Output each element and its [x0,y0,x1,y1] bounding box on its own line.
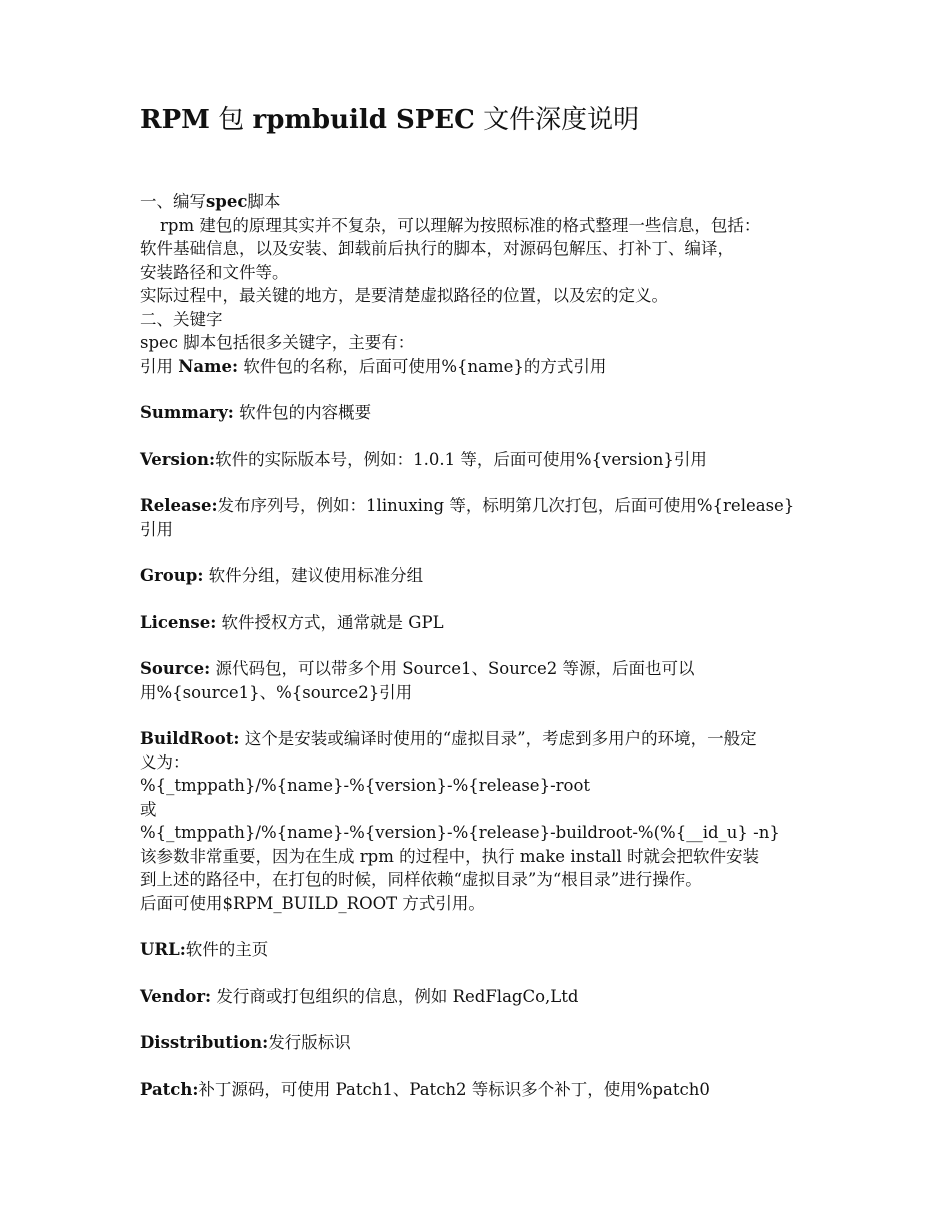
keyword-version-label: Version: [140,449,216,469]
keyword-release-desc: 发布序列号，例如：1linuxing 等，标明第几次打包，后面可使用%{release} [217,496,795,515]
paragraph-1-line-3: 安装路径和文件等。 [140,262,289,282]
keyword-version-desc: 软件的实际版本号，例如：1.0.1 等，后面可使用%{version}引用 [215,449,707,469]
keyword-group [140,564,840,588]
keyword-buildroot-line-3: %{_tmppath}/%{name}-%{version}-%{release}-root [140,776,591,795]
keyword-patch [140,1078,840,1102]
spacer [140,588,840,611]
section-1-rest: 脚本 [247,192,281,211]
keyword-source-line-2: 用%{source1}、%{source2}引用 [140,682,413,702]
paragraph-1-line-2: 软件基础信息，以及安装、卸载前后执行的脚本，对源码包解压、打补丁、编译， [140,239,734,258]
spacer [140,541,840,564]
paragraph-2: 实际过程中，最关键的地方，是要清楚虚拟路径的位置，以及宏的定义。 [140,286,668,305]
spacer [140,425,840,448]
section-heading-2: 二、关键字 [140,309,223,329]
keyword-url-label: URL: [140,940,186,959]
keyword-source-label: Source: [140,659,211,678]
keyword-patch-desc: 补丁源码，可使用 Patch1、Patch2 等标识多个补丁，使用%patch0 [198,1079,710,1099]
keyword-release-line-2: 引用 [140,519,173,539]
title-rpm: RPM [140,105,210,135]
keyword-source-desc: 源代码包，可以带多个用 Source1、Source2 等源，后面也可以 [210,659,695,678]
keyword-name-desc: 软件包的名称，后面可使用%{name}的方式引用 [238,356,607,376]
keyword-buildroot-line-7: 到上述的路径中，在打包的时候，同样依赖“虚拟目录”为“根目录”进行操作。 [140,870,702,889]
keyword-buildroot-desc: 这个是安装或编译时使用的“虚拟目录”，考虑到多用户的环境，一般定 [239,729,757,748]
keyword-summary [140,401,840,425]
keyword-source [140,657,840,681]
keyword-distribution [140,1031,840,1055]
keyword-release-label: Release: [140,496,218,515]
spacer [140,1055,840,1078]
section-1-number: 一、编写 [140,192,206,211]
paragraph-1-line-1: rpm 建包的原理其实并不复杂，可以理解为按照标准的格式整理一些信息，包括： [160,215,761,235]
keyword-vendor-desc: 发行商或打包组织的信息，例如 RedFlagCo,Ltd [211,986,579,1006]
title-bao: 包 [218,105,245,135]
keyword-distribution-desc: 发行版标识 [268,1033,351,1052]
keyword-license-desc: 软件授权方式，通常就是 GPL [216,612,444,632]
keyword-buildroot-line-2: 义为： [140,752,190,772]
spacer [140,1008,840,1031]
keyword-buildroot-line-5: %{_tmppath}/%{name}-%{version}-%{release}-buildroot-%(%{__id_u} -n} [140,823,780,842]
keyword-buildroot-line-6: 该参数非常重要，因为在生成 rpm 的过程中，执行 make install 时就会把软件安装 [140,846,759,866]
keyword-license [140,611,840,635]
spacer [140,378,840,401]
keyword-patch-label: Patch: [140,1079,199,1099]
title-suffix: 文件深度说明 [483,105,640,135]
spacer [140,704,840,727]
keyword-buildroot [140,727,840,751]
keyword-group-label: Group: [140,566,204,585]
keyword-url-desc: 软件的主页 [185,940,269,959]
keyword-url [140,938,840,962]
keyword-buildroot-line-4: 或 [140,799,157,819]
section-1-keyword: spec [206,192,248,211]
title-rpmbuild-spec: rpmbuild SPEC [252,105,475,135]
paragraph-3: spec 脚本包括很多关键字，主要有： [140,333,415,352]
spacer [140,471,840,494]
spacer [140,634,840,657]
spacer [140,915,840,938]
page-title [140,102,639,138]
keyword-distribution-label: Disstribution: [140,1033,269,1052]
keyword-name-label: Name: [178,356,239,376]
keyword-vendor-label: Vendor: [140,986,212,1006]
keyword-group-desc: 软件分组，建议使用标准分组 [203,566,424,585]
keyword-license-label: License: [140,612,217,632]
document-body [140,190,840,1101]
keyword-name-prefix: 引用 [140,356,179,376]
keyword-summary-desc: 软件包的内容概要 [233,403,372,422]
keyword-version [140,448,840,472]
section-heading-1 [140,190,840,214]
keyword-release [140,494,840,518]
keyword-vendor [140,985,840,1009]
keyword-name [140,355,840,379]
keyword-buildroot-label: BuildRoot: [140,729,240,748]
keyword-buildroot-line-8: 后面可使用$RPM_BUILD_ROOT 方式引用。 [140,893,485,913]
keyword-summary-label: Summary: [140,403,234,422]
spacer [140,962,840,985]
